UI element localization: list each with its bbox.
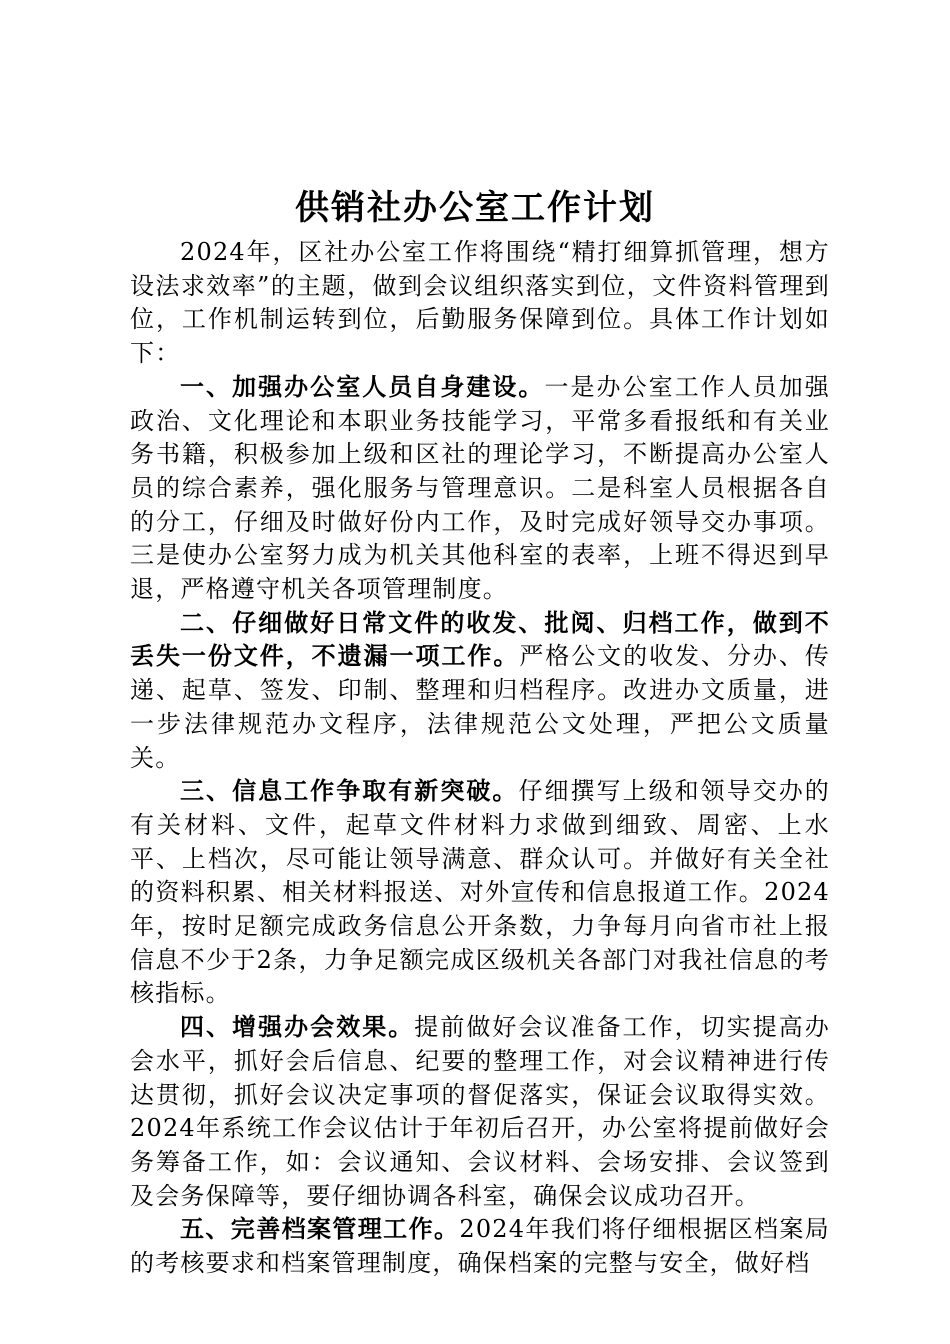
section-heading-4: 四、增强办会效果。 bbox=[180, 1013, 415, 1042]
section-text-3: 仔细撰写上级和领导交办的有关材料、文件，起草文件材料力求做到细致、周密、上水平、上档次，尽可能让领导满意、群众认可。并做好有关全社的资料积累、相关材料报送、对外宣传和信息报道工作。2024年，按时足额完成政务信息公开条数，力争每月向省市社上报信息不少于2条，力争足额完成区级机关各部门对我社信息的考核指标。 bbox=[130, 777, 830, 1008]
section-paragraph-4 bbox=[130, 1011, 830, 1213]
section-heading-5: 五、完善档案管理工作。 bbox=[180, 1215, 460, 1244]
section-text-5: 2024年我们将仔细根据区档案局的考核要求和档案管理制度，确保档案的完整与安全，做好档 bbox=[130, 1215, 830, 1278]
section-heading-2: 二、仔细做好日常文件的收发、批阅、归档工作，做到不丢失一份文件，不遗漏一项工作。 bbox=[130, 608, 830, 671]
section-heading-1: 一、加强办公室人员自身建设。 bbox=[180, 372, 545, 401]
section-heading-3: 三、信息工作争取有新突破。 bbox=[180, 777, 519, 806]
document-title: 供销社办公室工作计划 bbox=[295, 188, 655, 228]
section-text-1: 一是办公室工作人员加强政治、文化理论和本职业务技能学习，平常多看报纸和有关业务书籍，积极参加上级和区社的理论学习，不断提高办公室人员的综合素养，强化服务与管理意识。二是科室人员根据各自的分工，仔细及时做好份内工作，及时完成好领导交办事项。三是使办公室努力成为机关其他科室的表率，上班不得迟到早退，严格遵守机关各项管理制度。 bbox=[130, 372, 830, 604]
intro-paragraph: 2024年，区社办公室工作将围绕“精打细算抓管理，想方设法求效率”的主题，做到会议组织落实到位，文件资料管理到位，工作机制运转到位，后勤服务保障到位。具体工作计划如下： bbox=[130, 238, 830, 368]
section-text-4: 提前做好会议准备工作，切实提高办会水平，抓好会后信息、纪要的整理工作，对会议精神进行传达贯彻，抓好会议决定事项的督促落实，保证会议取得实效。2024年系统工作会议估计于年初后召开，办公室将提前做好会务筹备工作，如：会议通知、会议材料、会场安排、会议签到及会务保障等，要仔细协调各科室，确保会议成功召开。 bbox=[130, 1013, 830, 1210]
section-paragraph-2 bbox=[130, 607, 830, 776]
document-body bbox=[130, 236, 830, 1281]
section-paragraph-1 bbox=[130, 371, 830, 607]
section-text-2: 严格公文的收发、分办、传递、起草、签发、印制、整理和归档程序。改进办文质量，进一步法律规范办文程序，法律规范公文处理，严把公文质量关。 bbox=[130, 642, 831, 772]
section-paragraph-5 bbox=[130, 1213, 830, 1280]
section-paragraph-3 bbox=[130, 775, 830, 1011]
